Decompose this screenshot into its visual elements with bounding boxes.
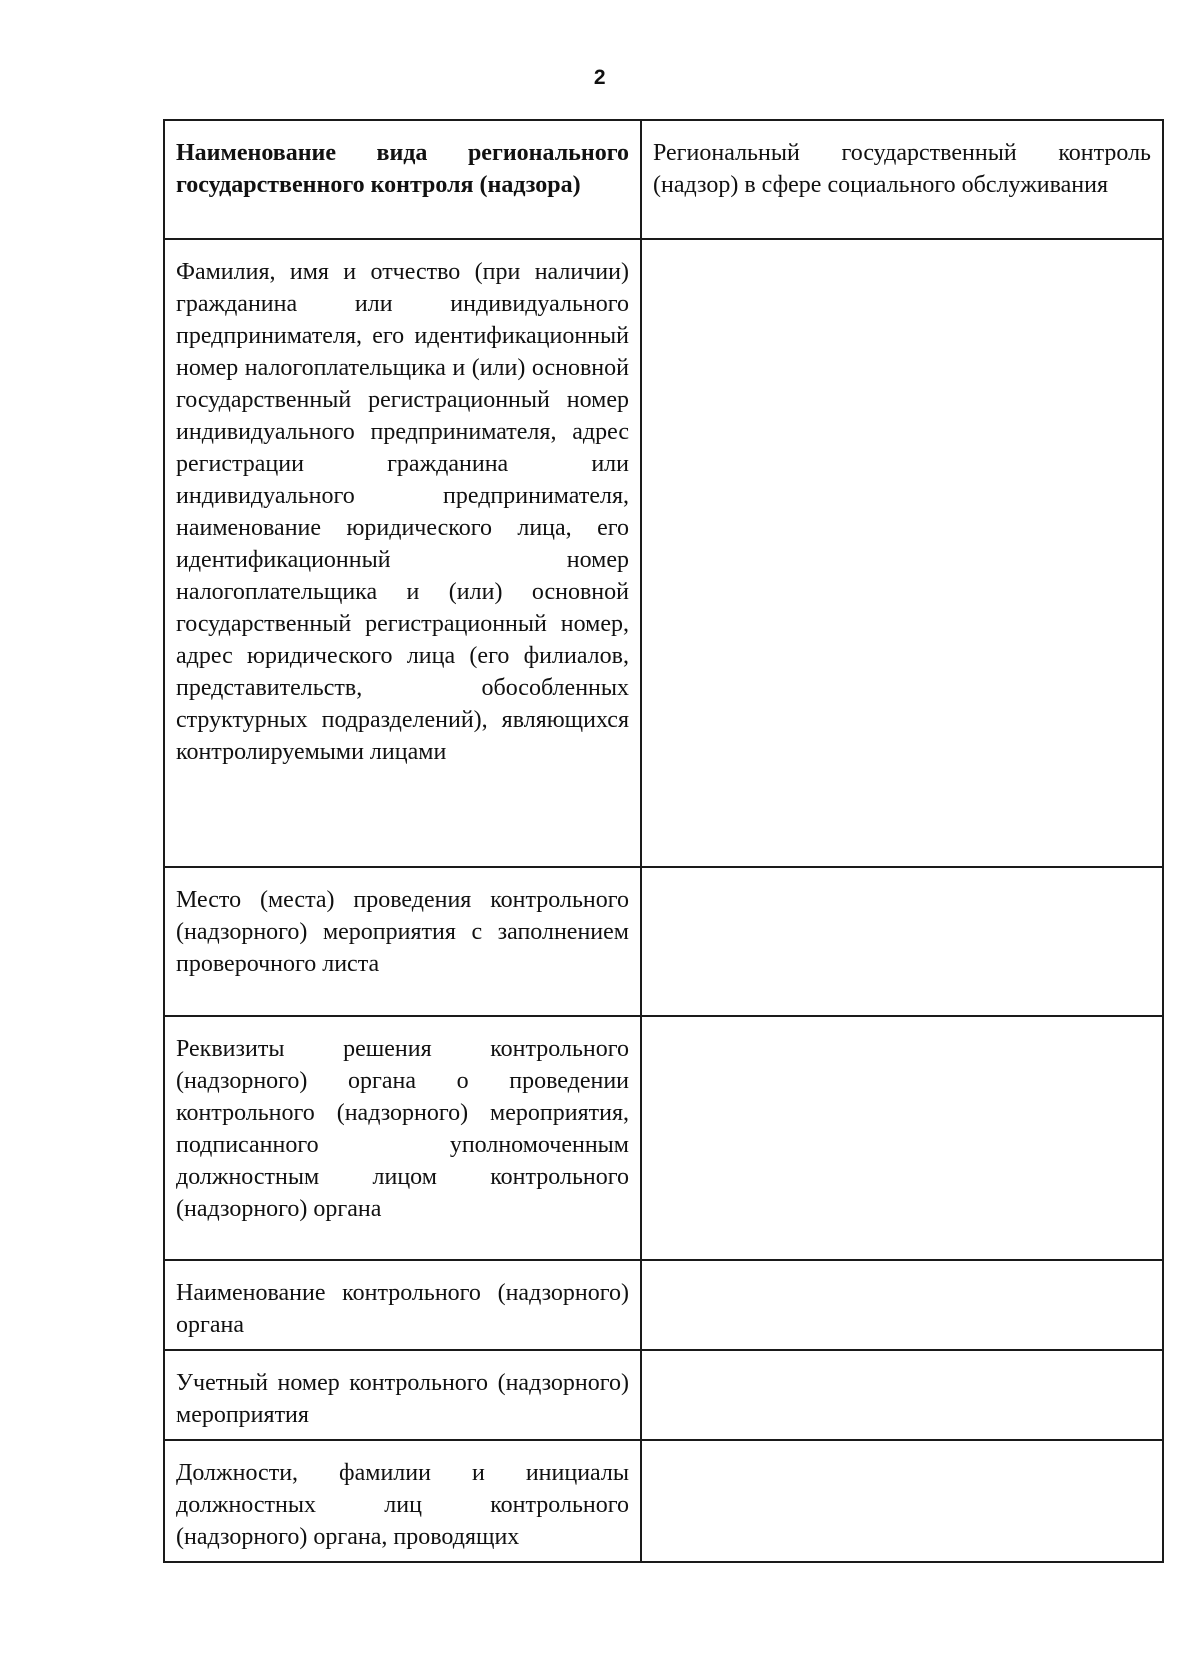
- checklist-header-table: [163, 119, 1164, 1563]
- table-row: [164, 239, 1163, 867]
- decision-details-value[interactable]: [641, 1016, 1163, 1260]
- inspection-place-value[interactable]: [641, 867, 1163, 1016]
- decision-details-label: Реквизиты решения контрольного (надзорного) органа о проведении контрольного (надзорного) мероприятия, подписанного уполномоченным должностным лицом контрольного (надзорного) органа: [164, 1016, 641, 1260]
- table-row: [164, 1260, 1163, 1350]
- table-row: [164, 1016, 1163, 1260]
- controlled-person-label: Фамилия, имя и отчество (при наличии) гражданина или индивидуального предпринимателя, его идентификационный номер налогоплательщика и (или) основной государственный регистрационный номер индивидуального предпринимателя, адрес регистрации гражданина или индивидуального предпринимателя, наименование юридического лица, его идентификационный номер налогоплательщика и (или) основной государственный регистрационный номер, адрес юридического лица (его филиалов, представительств, обособленных структурных подразделений), являющихся контролируемыми лицами: [164, 239, 641, 867]
- table-row: [164, 120, 1163, 239]
- registration-number-value[interactable]: [641, 1350, 1163, 1440]
- control-type-label: Наименование вида регионального государственного контроля (надзора): [164, 120, 641, 239]
- officials-value[interactable]: [641, 1440, 1163, 1562]
- inspection-place-label: Место (места) проведения контрольного (надзорного) мероприятия с заполнением проверочного листа: [164, 867, 641, 1016]
- authority-name-label: Наименование контрольного (надзорного) органа: [164, 1260, 641, 1350]
- registration-number-label: Учетный номер контрольного (надзорного) мероприятия: [164, 1350, 641, 1440]
- control-type-value: Региональный государственный контроль (надзор) в сфере социального обслуживания: [641, 120, 1163, 239]
- authority-name-value[interactable]: [641, 1260, 1163, 1350]
- controlled-person-value[interactable]: [641, 239, 1163, 867]
- table-row: [164, 867, 1163, 1016]
- officials-label: Должности, фамилии и инициалы должностных лиц контрольного (надзорного) органа, проводящих: [164, 1440, 641, 1562]
- page-number: 2: [593, 66, 607, 89]
- table-row: [164, 1350, 1163, 1440]
- table-row: [164, 1440, 1163, 1562]
